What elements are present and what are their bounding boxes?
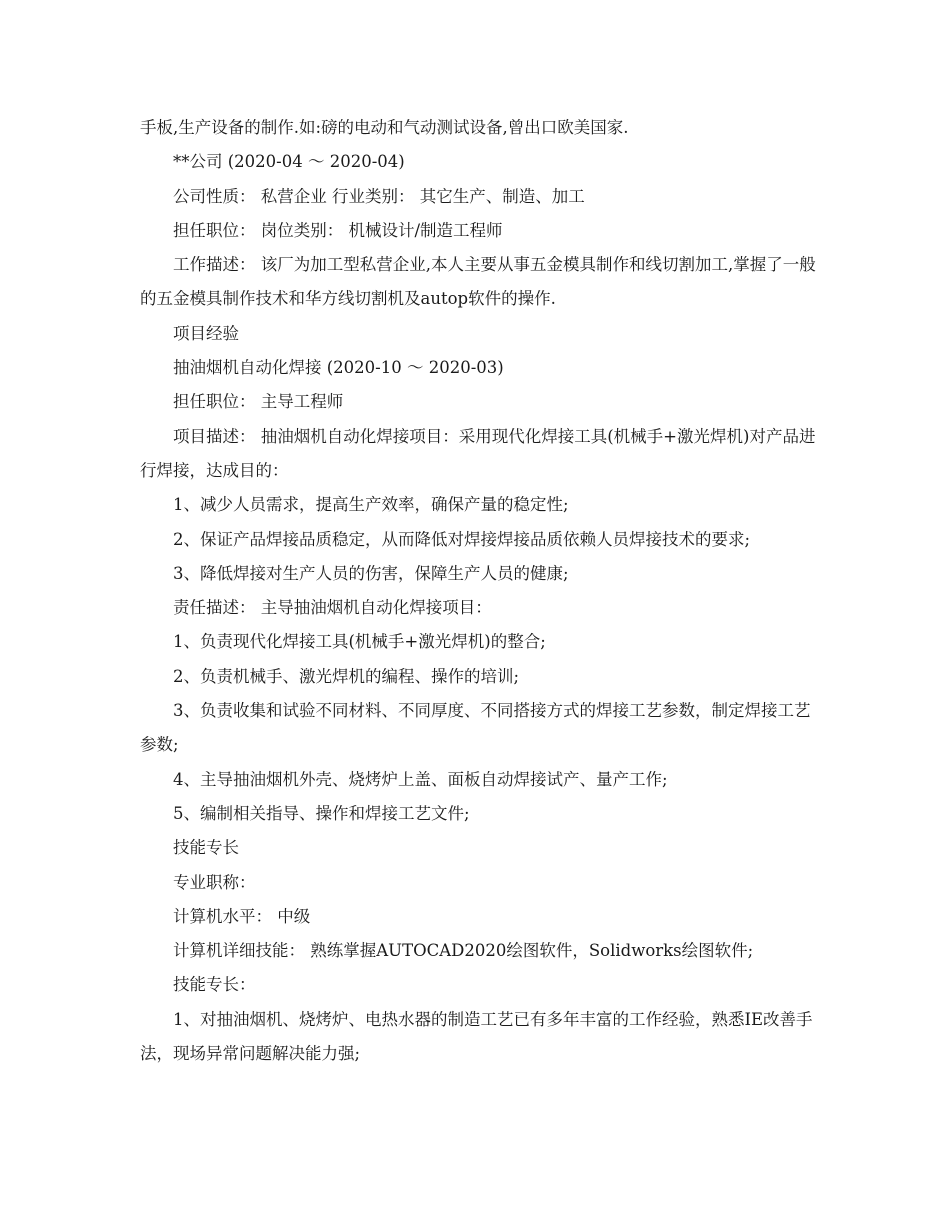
responsibility-heading: 责任描述： 主导抽油烟机自动化焊接项目： — [173, 598, 492, 618]
computer-skills: 计算机详细技能： 熟练掌握AUTOCAD2020绘图软件，Solidworks绘图软件; — [173, 941, 754, 961]
responsibility-item: 1、负责现代化焊接工具(机械手+激光焊机)的整合; — [173, 632, 546, 652]
project-goal-item: 3、降低焊接对生产人员的伤害，保障生产人员的健康; — [173, 563, 569, 583]
job-position: 担任职位： 岗位类别： 机械设计/制造工程师 — [173, 220, 503, 240]
company-nature: 公司性质： 私营企业 行业类别： 其它生产、制造、加工 — [173, 186, 585, 206]
responsibility-item: 5、编制相关指导、操作和焊接工艺文件; — [173, 803, 470, 823]
responsibility-item: 2、负责机械手、激光焊机的编程、操作的培训; — [173, 666, 520, 686]
section-heading-skills: 技能专长 — [173, 838, 239, 858]
document-page — [140, 111, 820, 1071]
project-title: 抽油烟机自动化焊接 (2020-10 ～ 2020-03) — [173, 358, 504, 378]
computer-level: 计算机水平： 中级 — [173, 906, 311, 926]
project-goal-item: 1、减少人员需求，提高生产效率，确保产量的稳定性; — [173, 495, 569, 515]
project-goal-item: 2、保证产品焊接品质稳定，从而降低对焊接焊接品质依赖人员焊接技术的要求; — [173, 529, 751, 549]
project-description: 项目描述： 抽油烟机自动化焊接项目：采用现代化焊接工具(机械手+激光焊机)对产品进行焊接，达成目的： — [140, 426, 816, 480]
responsibility-item: 4、主导抽油烟机外壳、烧烤炉上盖、面板自动焊接试产、量产工作; — [173, 769, 668, 789]
job-description: 工作描述： 该厂为加工型私营企业,本人主要从事五金模具制作和线切割加工,掌握了一般的五金模具制作技术和华方线切割机及autop软件的操作. — [140, 255, 816, 309]
skill-item: 1、对抽油烟机、烧烤炉、电热水器的制造工艺已有多年丰富的工作经验，熟悉IE改善手法，现场异常问题解决能力强; — [140, 1009, 813, 1064]
professional-title: 专业职称： — [173, 872, 256, 892]
paragraph-continuation: 手板,生产设备的制作.如:磅的电动和气动测试设备,曾出口欧美国家. — [140, 118, 629, 137]
project-position: 担任职位： 主导工程师 — [173, 392, 344, 412]
responsibility-item: 3、负责收集和试验不同材料、不同厚度、不同搭接方式的焊接工艺参数，制定焊接工艺参数; — [140, 701, 811, 755]
section-heading-projects: 项目经验 — [173, 323, 239, 343]
company-heading: **公司 (2020-04 ～ 2020-04) — [173, 152, 405, 172]
skills-heading: 技能专长： — [173, 975, 256, 995]
